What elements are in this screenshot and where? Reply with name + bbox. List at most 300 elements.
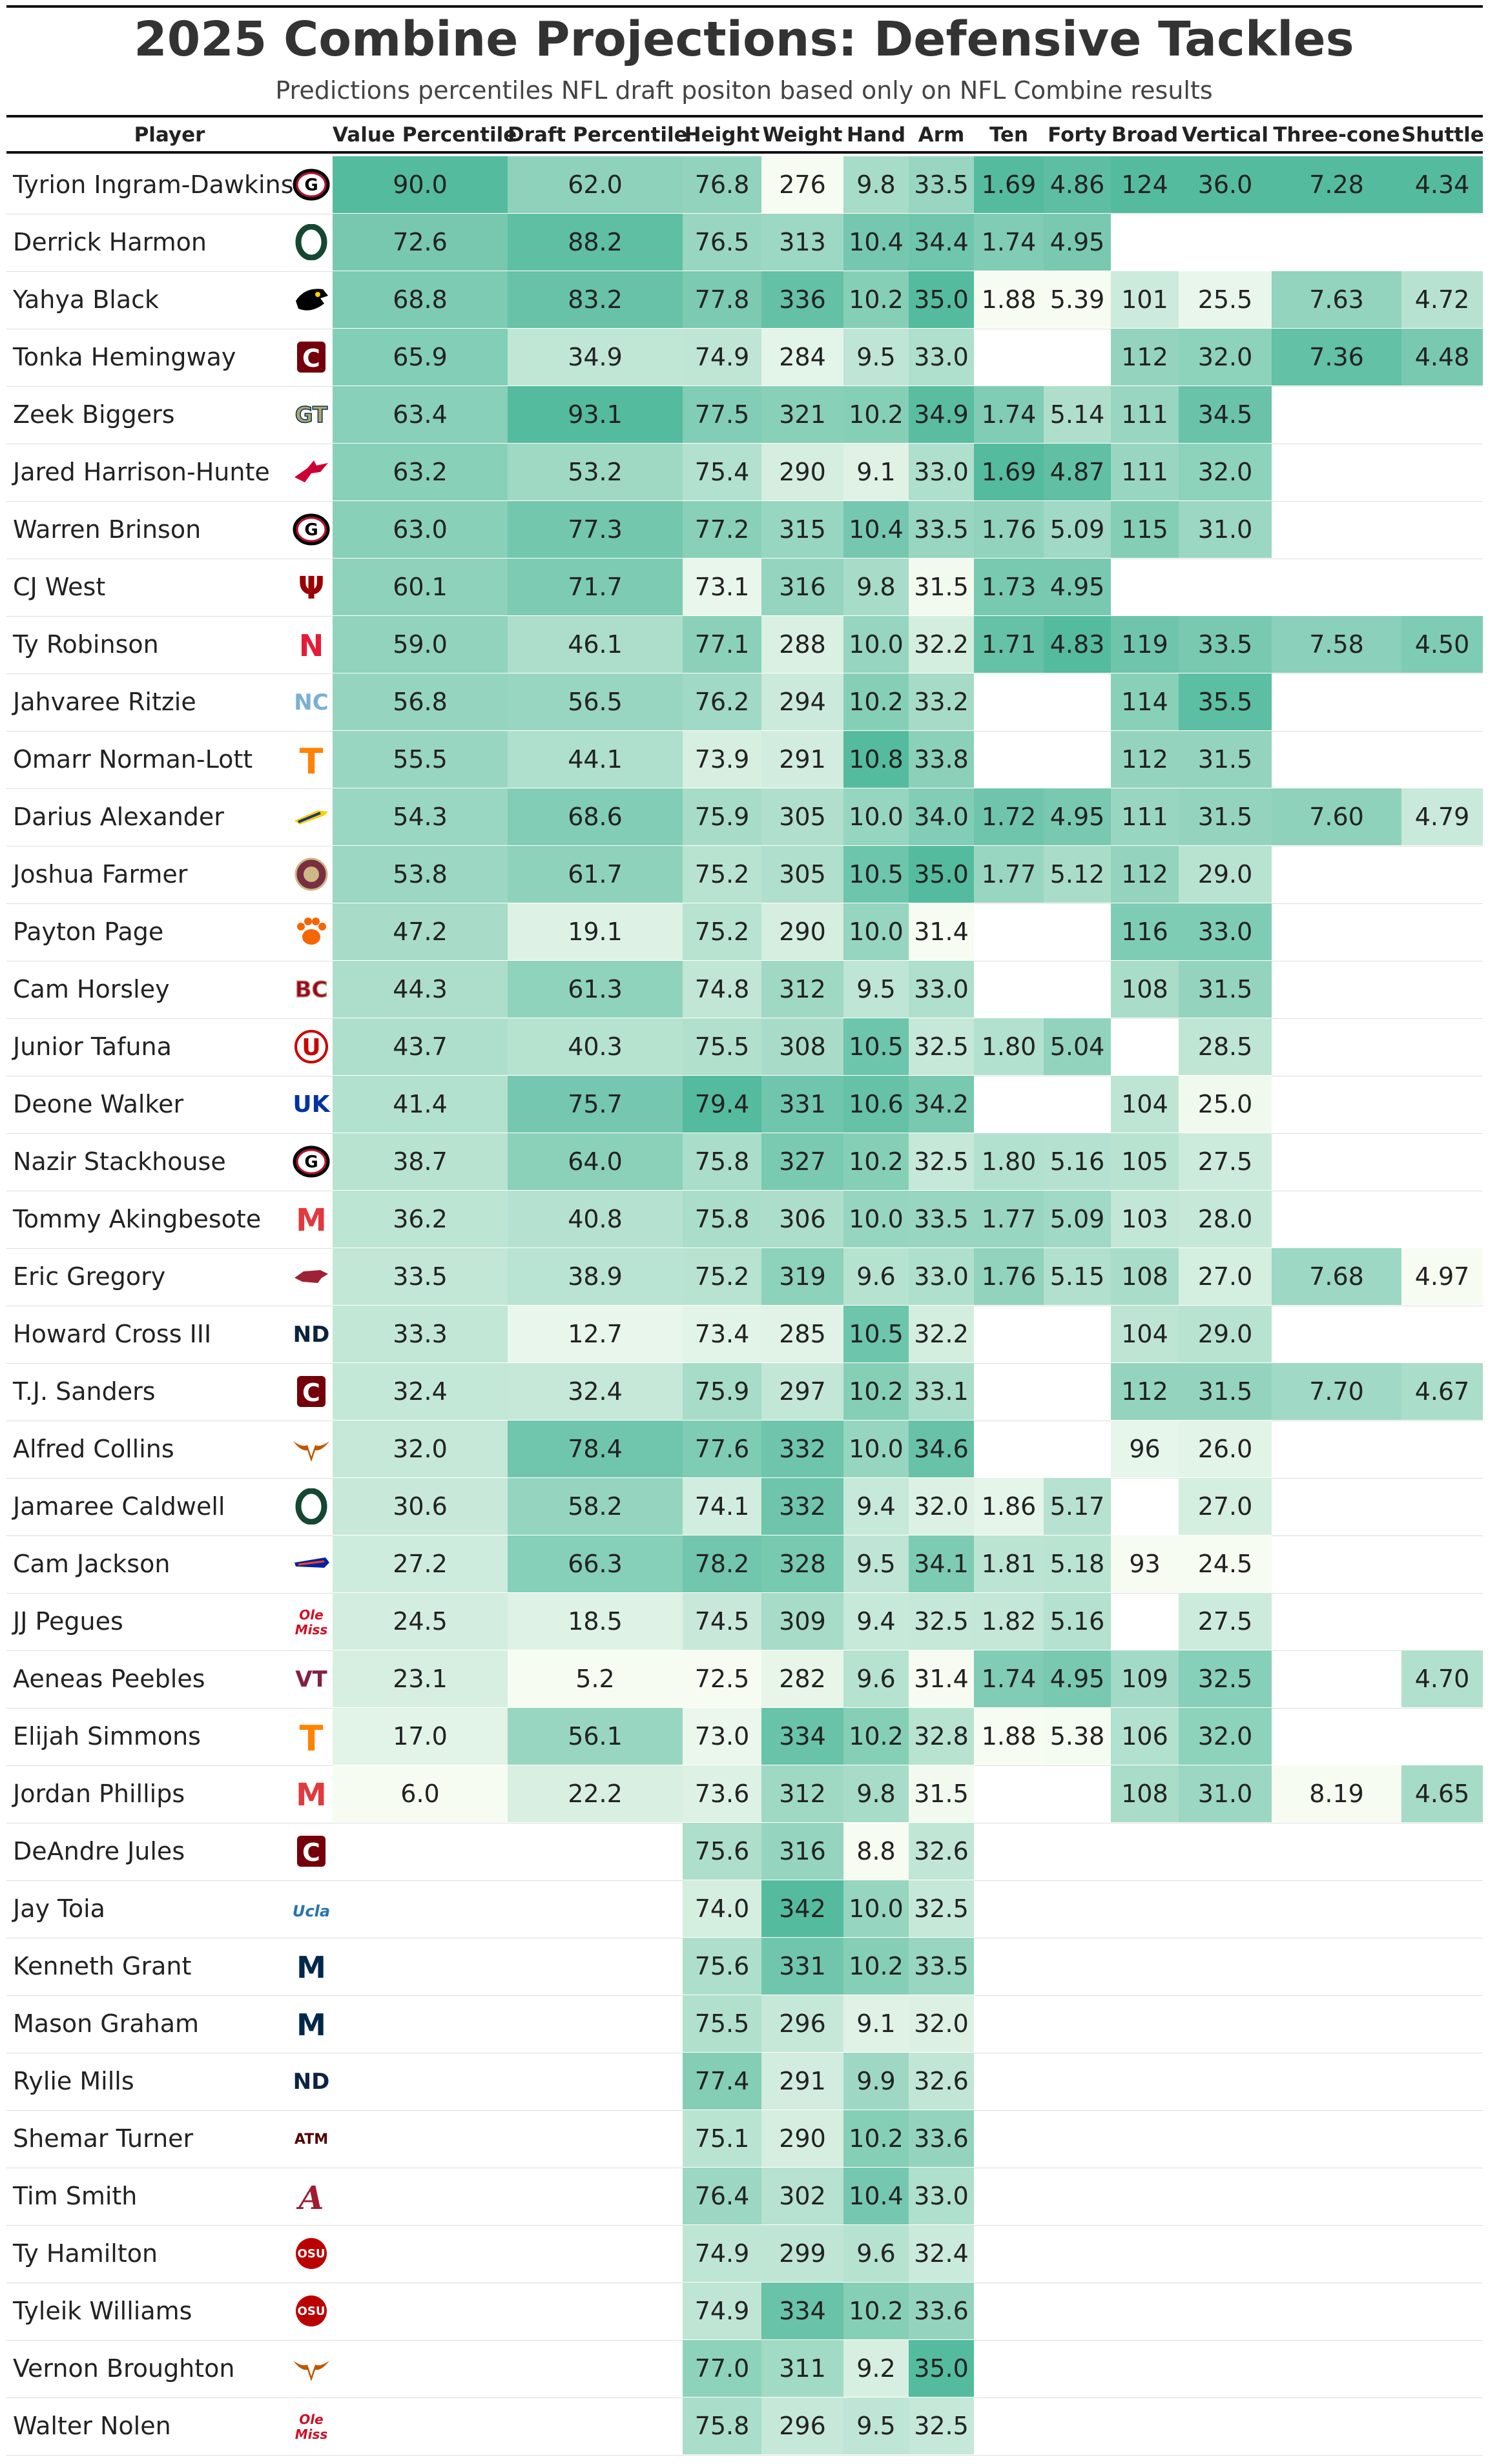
player-name: Vernon Broughton	[13, 2354, 235, 2383]
cell-three-cone: 7.63	[1272, 271, 1401, 328]
cell-draft-percentile: 38.9	[508, 1248, 683, 1305]
cell-forty: 5.18	[1044, 1535, 1111, 1592]
cell-draft-percentile: 19.1	[508, 903, 683, 960]
cell-weight: 297	[761, 1363, 843, 1420]
cell-value-percentile: 90.0	[333, 156, 508, 213]
cell-height: 77.2	[683, 501, 761, 558]
cell-ten: 1.72	[974, 788, 1044, 845]
player-name: Ty Hamilton	[13, 2239, 158, 2268]
cell-vertical	[1179, 1995, 1272, 2052]
florida-gator-logo	[289, 1545, 333, 1583]
cell-draft-percentile: 44.1	[508, 731, 683, 788]
cell-arm: 34.9	[909, 386, 974, 443]
cell-hand: 9.6	[843, 1650, 909, 1707]
cell-vertical	[1179, 2397, 1272, 2454]
player-name: Warren Brinson	[13, 515, 202, 544]
player-name: DeAndre Jules	[13, 1837, 185, 1865]
cell-forty	[1044, 2397, 1111, 2454]
cell-height: 75.8	[683, 2397, 761, 2454]
cell-weight: 316	[761, 1823, 843, 1880]
cell-three-cone	[1272, 1535, 1401, 1592]
cell-draft-percentile: 88.2	[508, 214, 683, 271]
column-header-shuttle[interactable]: Shuttle	[1401, 123, 1484, 147]
cell-three-cone	[1272, 2225, 1401, 2282]
indiana-iu-logo	[289, 568, 333, 606]
ole-miss-logo	[289, 1602, 333, 1641]
table-row	[6, 673, 1483, 732]
cell-vertical: 35.5	[1179, 673, 1272, 730]
svg-text:OSU: OSU	[297, 2305, 326, 2318]
column-header-broad[interactable]: Broad	[1111, 123, 1179, 147]
cell-ten	[974, 2168, 1044, 2224]
table-row	[6, 1823, 1483, 1881]
cell-draft-percentile	[508, 1823, 683, 1880]
cell-forty	[1044, 1995, 1111, 2052]
player-name: Tyleik Williams	[13, 2297, 192, 2325]
table-row	[6, 1076, 1483, 1134]
cell-forty: 4.95	[1044, 214, 1111, 271]
cell-broad	[1111, 214, 1179, 271]
cell-vertical: 31.0	[1179, 501, 1272, 558]
iowa-hawkeye-logo	[289, 280, 333, 319]
cell-height: 75.2	[683, 1248, 761, 1305]
cell-shuttle	[1401, 1306, 1483, 1362]
svg-text:ND: ND	[293, 2069, 330, 2095]
cell-hand: 10.2	[843, 1938, 909, 1995]
cell-forty: 5.09	[1044, 501, 1111, 558]
cell-broad: 103	[1111, 1191, 1179, 1247]
cell-vertical: 27.5	[1179, 1593, 1272, 1650]
cell-vertical: 31.5	[1179, 731, 1272, 788]
cell-broad	[1111, 1938, 1179, 1995]
cell-arm: 33.0	[909, 2168, 974, 2224]
cell-vertical	[1179, 2225, 1272, 2282]
cell-broad: 116	[1111, 903, 1179, 960]
cell-height: 75.5	[683, 1995, 761, 2052]
cell-vertical	[1179, 2110, 1272, 2167]
player-name: Tommy Akingbesote	[13, 1205, 262, 1233]
cell-arm: 31.5	[909, 559, 974, 615]
player-name: Omarr Norman-Lott	[13, 745, 253, 774]
cell-weight: 319	[761, 1248, 843, 1305]
table-row	[6, 1191, 1483, 1249]
cell-shuttle: 4.70	[1401, 1650, 1483, 1707]
player-name: Shemar Turner	[13, 2124, 194, 2153]
top-rule	[6, 5, 1483, 8]
south-carolina-c-logo	[289, 1372, 333, 1411]
texas-am-atm-logo	[289, 2119, 333, 2158]
cell-height: 79.4	[683, 1076, 761, 1133]
cell-three-cone: 7.36	[1272, 329, 1401, 385]
cell-weight: 331	[761, 1076, 843, 1133]
cell-forty	[1044, 1076, 1111, 1133]
table-row	[6, 961, 1483, 1019]
cell-draft-percentile: 40.8	[508, 1191, 683, 1247]
cell-hand: 9.9	[843, 2053, 909, 2110]
svg-text:G: G	[304, 176, 318, 195]
table-row	[6, 2340, 1483, 2398]
svg-text:Ole: Ole	[299, 2412, 324, 2427]
cell-ten: 1.81	[974, 1535, 1044, 1592]
cell-draft-percentile: 71.7	[508, 559, 683, 615]
cell-hand: 9.5	[843, 961, 909, 1018]
cell-forty: 5.04	[1044, 1018, 1111, 1075]
player-name: Derrick Harmon	[13, 228, 207, 256]
cell-vertical: 25.0	[1179, 1076, 1272, 1133]
player-name: Walter Nolen	[13, 2412, 171, 2440]
cell-hand: 10.0	[843, 1421, 909, 1477]
cell-arm: 32.5	[909, 1018, 974, 1075]
cell-height: 75.9	[683, 1363, 761, 1420]
cell-hand: 9.8	[843, 559, 909, 615]
cell-three-cone	[1272, 2397, 1401, 2454]
table-row	[6, 501, 1483, 559]
cell-draft-percentile: 77.3	[508, 501, 683, 558]
cell-broad: 108	[1111, 1248, 1179, 1305]
cell-hand: 8.8	[843, 1823, 909, 1880]
cell-weight: 296	[761, 2397, 843, 2454]
georgia-g-logo	[289, 1142, 333, 1181]
cell-shuttle	[1401, 501, 1483, 558]
player-name: Yahya Black	[13, 285, 160, 314]
cell-forty: 5.15	[1044, 1248, 1111, 1305]
cell-value-percentile: 41.4	[333, 1076, 508, 1133]
cell-forty: 5.09	[1044, 1191, 1111, 1247]
table-row	[6, 329, 1483, 387]
cell-weight: 332	[761, 1421, 843, 1477]
cell-hand: 10.2	[843, 1708, 909, 1765]
cell-forty	[1044, 731, 1111, 788]
tennessee-t-logo	[289, 1717, 333, 1756]
cell-weight: 285	[761, 1306, 843, 1362]
cell-ten	[974, 673, 1044, 730]
cell-weight: 305	[761, 846, 843, 903]
cell-three-cone	[1272, 1995, 1401, 2052]
player-name: Jahvaree Ritzie	[13, 688, 196, 716]
cell-forty	[1044, 2110, 1111, 2167]
cell-shuttle	[1401, 214, 1483, 271]
player-name: Payton Page	[13, 918, 164, 946]
cell-hand: 10.5	[843, 1306, 909, 1362]
cell-value-percentile	[333, 1880, 508, 1937]
cell-broad: 115	[1111, 501, 1179, 558]
cell-ten	[974, 2283, 1044, 2339]
svg-text:Ucla: Ucla	[292, 1902, 331, 1920]
cell-broad: 109	[1111, 1650, 1179, 1707]
cell-broad: 101	[1111, 271, 1179, 328]
cell-ten	[974, 961, 1044, 1018]
cell-ten: 1.69	[974, 444, 1044, 500]
column-header-vertical[interactable]: Vertical	[1182, 123, 1268, 147]
cell-broad: 96	[1111, 1421, 1179, 1477]
player-name: CJ West	[13, 573, 106, 601]
table-row	[6, 1248, 1483, 1306]
table-row	[6, 1133, 1483, 1191]
player-name: Tonka Hemingway	[13, 343, 236, 371]
cell-broad: 108	[1111, 1765, 1179, 1822]
oregon-o-logo	[289, 223, 333, 262]
florida-state-logo	[289, 855, 333, 894]
cell-value-percentile: 72.6	[333, 214, 508, 271]
cell-arm: 33.8	[909, 731, 974, 788]
cell-shuttle	[1401, 1076, 1483, 1133]
cell-draft-percentile: 46.1	[508, 616, 683, 673]
cell-ten: 1.74	[974, 1650, 1044, 1707]
column-header-player[interactable]: Player	[134, 123, 205, 147]
cell-ten: 1.74	[974, 214, 1044, 271]
texas-longhorn-logo	[289, 2349, 333, 2388]
column-header-value-percentile[interactable]: Value Percentile	[333, 123, 517, 147]
cell-broad: 108	[1111, 961, 1179, 1018]
cell-vertical: 34.5	[1179, 386, 1272, 443]
cell-ten: 1.76	[974, 501, 1044, 558]
table-row	[6, 1535, 1483, 1594]
page-subtitle: Predictions percentiles NFL draft positon based only on NFL Combine results	[275, 76, 1213, 105]
cell-broad	[1111, 1823, 1179, 1880]
cell-broad: 112	[1111, 731, 1179, 788]
cell-draft-percentile	[508, 2110, 683, 2167]
michigan-m-logo	[289, 2004, 333, 2043]
cell-shuttle	[1401, 1535, 1483, 1592]
cell-vertical: 26.0	[1179, 1421, 1272, 1477]
cell-arm: 33.6	[909, 2110, 974, 2167]
cell-ten: 1.80	[974, 1133, 1044, 1190]
cell-three-cone	[1272, 1650, 1401, 1707]
cell-arm: 33.0	[909, 961, 974, 1018]
georgia-g-logo	[289, 165, 333, 204]
cell-value-percentile: 30.6	[333, 1478, 508, 1535]
svg-text:A: A	[298, 2179, 324, 2214]
cell-forty: 4.95	[1044, 1650, 1111, 1707]
cell-arm: 32.0	[909, 1995, 974, 2052]
cell-hand: 10.4	[843, 501, 909, 558]
nebraska-n-logo	[289, 625, 333, 664]
cell-arm: 35.0	[909, 846, 974, 903]
cell-height: 75.6	[683, 1823, 761, 1880]
cell-value-percentile: 33.3	[333, 1306, 508, 1362]
svg-text:M: M	[296, 1950, 326, 1984]
cell-ten	[974, 1363, 1044, 1420]
cell-broad: 93	[1111, 1535, 1179, 1592]
cell-value-percentile	[333, 2397, 508, 2454]
cell-arm: 31.4	[909, 1650, 974, 1707]
cell-shuttle	[1401, 2168, 1483, 2224]
cell-value-percentile: 43.7	[333, 1018, 508, 1075]
table-row	[6, 616, 1483, 674]
table-row	[6, 1708, 1483, 1766]
cell-arm: 33.0	[909, 444, 974, 500]
cell-broad: 112	[1111, 846, 1179, 903]
cell-ten	[974, 903, 1044, 960]
cell-ten	[974, 1076, 1044, 1133]
cell-forty	[1044, 2340, 1111, 2397]
cell-three-cone	[1272, 1421, 1401, 1477]
cell-height: 73.6	[683, 1765, 761, 1822]
cell-ten: 1.76	[974, 1248, 1044, 1305]
cell-height: 77.5	[683, 386, 761, 443]
cell-value-percentile: 63.4	[333, 386, 508, 443]
cell-shuttle	[1401, 1593, 1483, 1650]
cell-hand: 10.0	[843, 616, 909, 673]
cell-shuttle	[1401, 1421, 1483, 1477]
cell-vertical: 33.5	[1179, 616, 1272, 673]
cell-arm: 34.6	[909, 1421, 974, 1477]
cell-hand: 10.2	[843, 2110, 909, 2167]
column-header-hand[interactable]: Hand	[846, 123, 906, 147]
alabama-a-logo	[289, 2177, 333, 2215]
georgia-g-logo	[289, 510, 333, 549]
cell-arm: 34.1	[909, 1535, 974, 1592]
cell-forty	[1044, 1765, 1111, 1822]
cell-hand: 10.0	[843, 1191, 909, 1247]
cell-weight: 291	[761, 731, 843, 788]
svg-text:M: M	[296, 1202, 327, 1237]
cell-weight: 316	[761, 559, 843, 615]
table-row	[6, 2397, 1483, 2456]
table-row	[6, 1938, 1483, 1996]
cell-hand: 10.0	[843, 788, 909, 845]
cell-shuttle: 4.48	[1401, 329, 1483, 385]
page-title: 2025 Combine Projections: Defensive Tackles	[134, 12, 1354, 67]
cell-broad: 119	[1111, 616, 1179, 673]
player-name: T.J. Sanders	[13, 1377, 156, 1406]
cell-draft-percentile: 78.4	[508, 1421, 683, 1477]
cell-ten: 1.77	[974, 1191, 1044, 1247]
cell-broad	[1111, 1018, 1179, 1075]
column-header-forty[interactable]: Forty	[1048, 123, 1107, 147]
cell-draft-percentile: 62.0	[508, 156, 683, 213]
column-header-three-cone[interactable]: Three-cone	[1273, 123, 1400, 147]
svg-text:G: G	[304, 520, 318, 540]
player-name: Cam Jackson	[13, 1550, 170, 1578]
cell-height: 73.4	[683, 1306, 761, 1362]
cell-weight: 290	[761, 444, 843, 500]
cell-vertical	[1179, 559, 1272, 615]
cell-weight: 312	[761, 1765, 843, 1822]
player-name: Howard Cross III	[13, 1320, 212, 1348]
cell-value-percentile: 24.5	[333, 1593, 508, 1650]
svg-text:BC: BC	[294, 977, 328, 1003]
cell-shuttle	[1401, 1191, 1483, 1247]
table-row	[6, 1018, 1483, 1076]
cell-hand: 10.4	[843, 214, 909, 271]
cell-vertical: 29.0	[1179, 846, 1272, 903]
cell-weight: 290	[761, 2110, 843, 2167]
cell-weight: 336	[761, 271, 843, 328]
cell-hand: 10.4	[843, 2168, 909, 2224]
cell-height: 74.5	[683, 1593, 761, 1650]
cell-shuttle	[1401, 1133, 1483, 1190]
cell-weight: 321	[761, 386, 843, 443]
cell-value-percentile: 63.2	[333, 444, 508, 500]
cell-vertical: 31.5	[1179, 1363, 1272, 1420]
column-header-arm[interactable]: Arm	[918, 123, 965, 147]
cell-three-cone	[1272, 2340, 1401, 2397]
cell-three-cone: 7.70	[1272, 1363, 1401, 1420]
cell-height: 77.8	[683, 271, 761, 328]
cell-vertical: 28.5	[1179, 1018, 1272, 1075]
clemson-paw-logo	[289, 912, 333, 951]
cell-height: 73.9	[683, 731, 761, 788]
svg-text:GT: GT	[294, 402, 328, 428]
cell-broad	[1111, 2110, 1179, 2167]
cell-ten: 1.69	[974, 156, 1044, 213]
cell-vertical: 29.0	[1179, 1306, 1272, 1362]
cell-arm: 32.4	[909, 2225, 974, 2282]
cell-shuttle	[1401, 903, 1483, 960]
svg-text:Miss: Miss	[294, 1622, 328, 1638]
player-name: Elijah Simmons	[13, 1722, 201, 1750]
cell-draft-percentile: 61.3	[508, 961, 683, 1018]
table-row	[6, 1478, 1483, 1536]
player-name: Rylie Mills	[13, 2067, 134, 2095]
cell-arm: 35.0	[909, 2340, 974, 2397]
cell-shuttle	[1401, 1478, 1483, 1535]
cell-shuttle: 4.72	[1401, 271, 1483, 328]
header-top-rule	[6, 115, 1483, 118]
cell-draft-percentile: 18.5	[508, 1593, 683, 1650]
column-header-weight[interactable]: Weight	[762, 123, 843, 147]
cell-weight: 309	[761, 1593, 843, 1650]
cell-arm: 32.6	[909, 1823, 974, 1880]
cell-hand: 10.2	[843, 2283, 909, 2339]
cell-hand: 10.2	[843, 271, 909, 328]
cell-height: 74.9	[683, 2283, 761, 2339]
player-name: Cam Horsley	[13, 975, 170, 1003]
cell-weight: 305	[761, 788, 843, 845]
table-row	[6, 2110, 1483, 2168]
column-header-ten[interactable]: Ten	[989, 123, 1029, 147]
cell-three-cone	[1272, 444, 1401, 500]
table-row	[6, 444, 1483, 502]
cell-vertical	[1179, 2053, 1272, 2110]
player-name: Alfred Collins	[13, 1435, 174, 1463]
table-row	[6, 1880, 1483, 1938]
cell-height: 74.0	[683, 1880, 761, 1937]
cell-draft-percentile: 64.0	[508, 1133, 683, 1190]
cell-shuttle: 4.97	[1401, 1248, 1483, 1305]
cell-hand: 10.0	[843, 1880, 909, 1937]
cell-weight: 328	[761, 1535, 843, 1592]
cell-height: 77.4	[683, 2053, 761, 2110]
cell-draft-percentile	[508, 2397, 683, 2454]
cell-height: 76.5	[683, 214, 761, 271]
cell-three-cone: 7.58	[1272, 616, 1401, 673]
cell-three-cone	[1272, 1880, 1401, 1937]
cell-forty	[1044, 1823, 1111, 1880]
cell-forty	[1044, 1421, 1111, 1477]
cell-value-percentile	[333, 2340, 508, 2397]
cell-ten	[974, 1880, 1044, 1937]
cell-shuttle	[1401, 1880, 1483, 1937]
cell-hand: 9.4	[843, 1593, 909, 1650]
column-header-height[interactable]: Height	[684, 123, 760, 147]
cell-three-cone	[1272, 673, 1401, 730]
cell-draft-percentile: 93.1	[508, 386, 683, 443]
cell-forty: 4.95	[1044, 559, 1111, 615]
cell-draft-percentile: 22.2	[508, 1765, 683, 1822]
cell-hand: 10.2	[843, 673, 909, 730]
cell-hand: 10.2	[843, 1363, 909, 1420]
cell-broad: 111	[1111, 386, 1179, 443]
cell-shuttle	[1401, 386, 1483, 443]
column-header-draft-percentile[interactable]: Draft Percentile	[508, 123, 688, 147]
cell-arm: 32.6	[909, 2053, 974, 2110]
cell-arm: 32.0	[909, 1478, 974, 1535]
cell-weight: 331	[761, 1938, 843, 1995]
table-row	[6, 2168, 1483, 2226]
cell-vertical: 27.0	[1179, 1478, 1272, 1535]
